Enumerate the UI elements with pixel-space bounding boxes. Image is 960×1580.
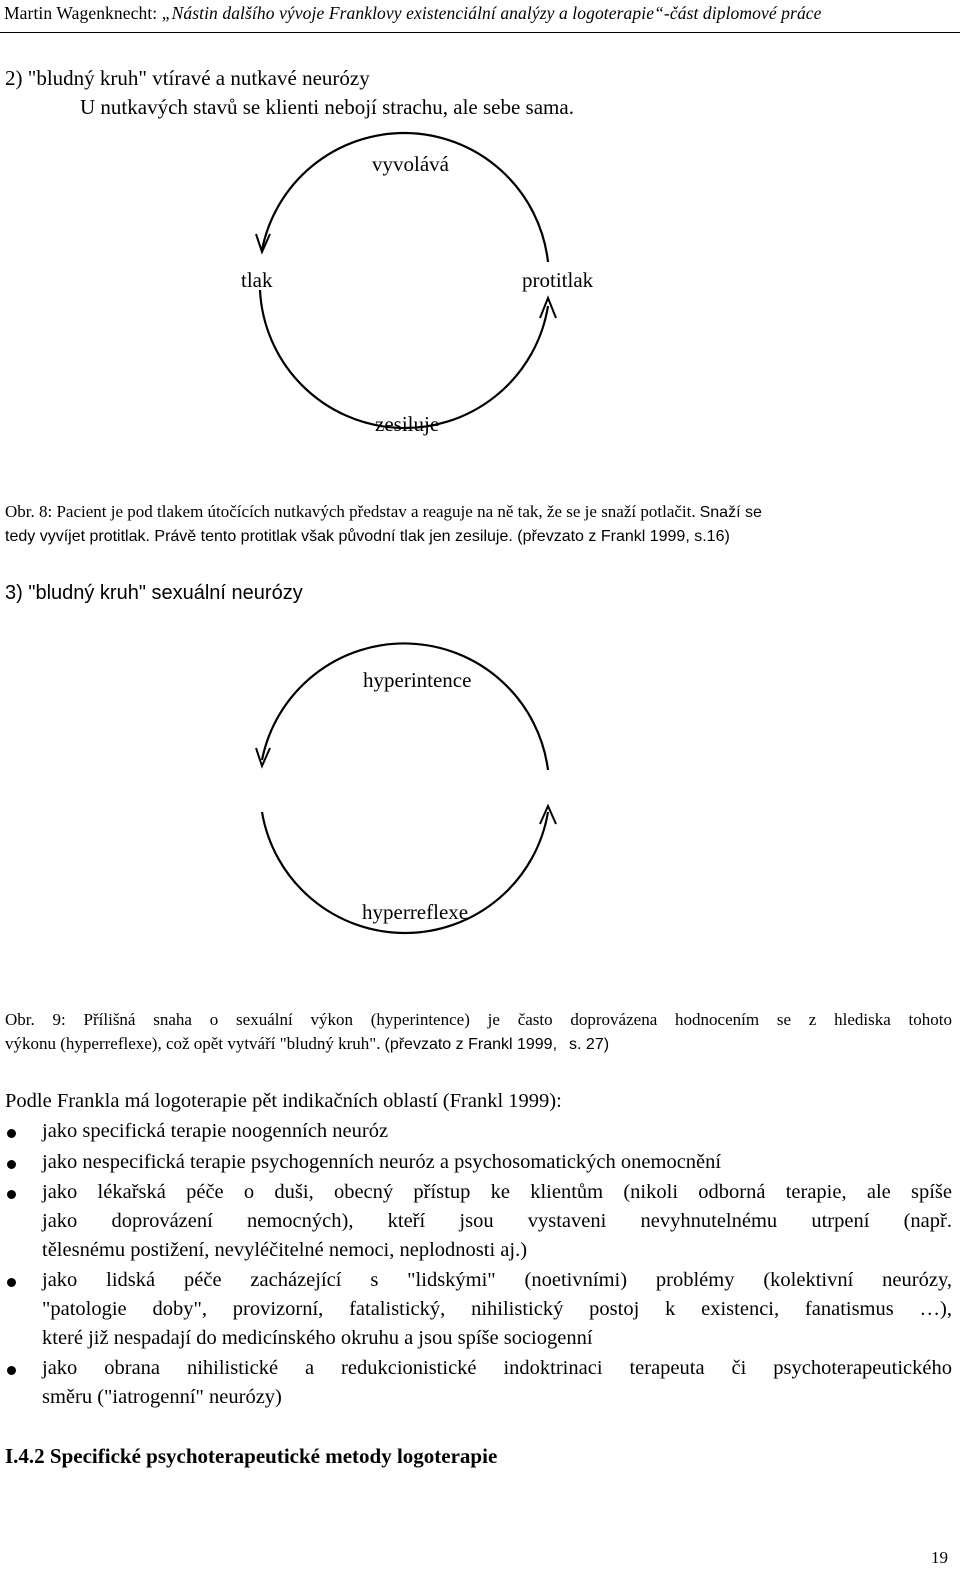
indications-intro: Podle Frankla má logoterapie pět indikačních oblastí (Frankl 1999): (5, 1090, 562, 1112)
section2-heading: 2) "bludný kruh" vtíravé a nutkavé neurózy (5, 66, 370, 90)
bullet-dot (7, 1366, 16, 1375)
list-item-line: jako doprovázení nemocných), kteří jsou vystaveni nevyhnutelnému utrpení (např. (42, 1210, 952, 1232)
list-item-line: jako nespecifická terapie psychogenních neuróz a psychosomatických onemocnění (42, 1151, 722, 1173)
list-item-line: jako obrana nihilistické a redukcionistické indoktrinaci terapeuta či psychoterapeutického (42, 1357, 952, 1379)
bullet-dot (7, 1190, 16, 1199)
caption8-line2: tedy vyvíjet protitlak. Právě tento protitlak však původní tlak jen zesiluje. (převzato z Frankl 1999, s.16) (5, 528, 730, 545)
page-number: 19 (931, 1548, 948, 1567)
section3-heading: 3) "bludný kruh" sexuální neurózy (5, 582, 303, 604)
caption9-line2 (5, 1034, 609, 1054)
caption8-line1-part-a: Obr. 8: Pacient je pod tlakem útočících nutkavých představ a reaguje na ně tak, že se je snaží potlačit. (5, 502, 696, 521)
diagram1-arc-bottom (260, 290, 548, 428)
section2-subline: U nutkavých stavů se klienti nebojí strachu, ale sebe sama. (80, 95, 574, 119)
list-item-line: směru ("iatrogenní" neurózy) (42, 1386, 282, 1408)
diagram1-label-top: vyvolává (372, 152, 449, 176)
caption9-line2-part-a: výkonu (hyperreflexe), což opět vytváří "bludný kruh". (5, 1034, 381, 1053)
list-item-line: jako lékařská péče o duši, obecný přístup ke klientům (nikoli odborná terapie, ale spíše (42, 1181, 952, 1203)
bullet-dot (7, 1129, 16, 1138)
diagram1-label-right: protitlak (522, 268, 594, 292)
caption8-line1 (5, 502, 762, 522)
header-author: Martin Wagenknecht: (4, 3, 162, 23)
diagram1-arc-top-left (262, 133, 405, 250)
caption9-line2-part-c: s. 27) (569, 1036, 610, 1053)
list-item-line: tělesnému postižení, nevyléčitelné nemoci, neplodnosti aj.) (42, 1239, 528, 1261)
header-suffix: -část diplomové práce (663, 3, 822, 23)
diagram1-label-bottom: zesiluje (375, 412, 440, 436)
diagram2-label-bottom: hyperreflexe (362, 900, 469, 924)
diagram2-label-top: hyperintence (363, 668, 472, 692)
header-title: Nástin dalšího vývoje Franklovy existenciální analýzy a logoterapie (171, 3, 655, 23)
diagram1-label-left: tlak (241, 268, 273, 292)
list-item-line: které již nespadají do medicínského okruhu a jsou spíše sociogenní (42, 1327, 593, 1349)
list-item-line: "patologie doby", provizorní, fatalistický, nihilistický postoj k existenci, fanatismus …), (42, 1298, 952, 1320)
caption9-line1: Obr. 9: Přílišná snaha o sexuální výkon (hyperintence) je často doprovázena hodnocením se z hlediska tohoto (5, 1010, 952, 1029)
diagram2-arc-top (262, 643, 548, 770)
caption9-line2-part-b: (převzato z Frankl 1999, (384, 1036, 558, 1053)
list-item-line: jako lidská péče zacházející s "lidskými" (noetivními) problémy (kolektivní neurózy, (42, 1269, 952, 1291)
bullet-dot (7, 1278, 16, 1287)
header-quote-close: “ (654, 3, 664, 23)
bullet-dot (7, 1160, 16, 1169)
list-item-line: jako specifická terapie noogenních neuróz (42, 1120, 389, 1142)
header-quote-open: „ (161, 3, 172, 23)
caption8-line1-part-b: Snaží se (699, 504, 762, 521)
section-heading: I.4.2 Specifické psychoterapeutické metody logoterapie (5, 1444, 498, 1468)
